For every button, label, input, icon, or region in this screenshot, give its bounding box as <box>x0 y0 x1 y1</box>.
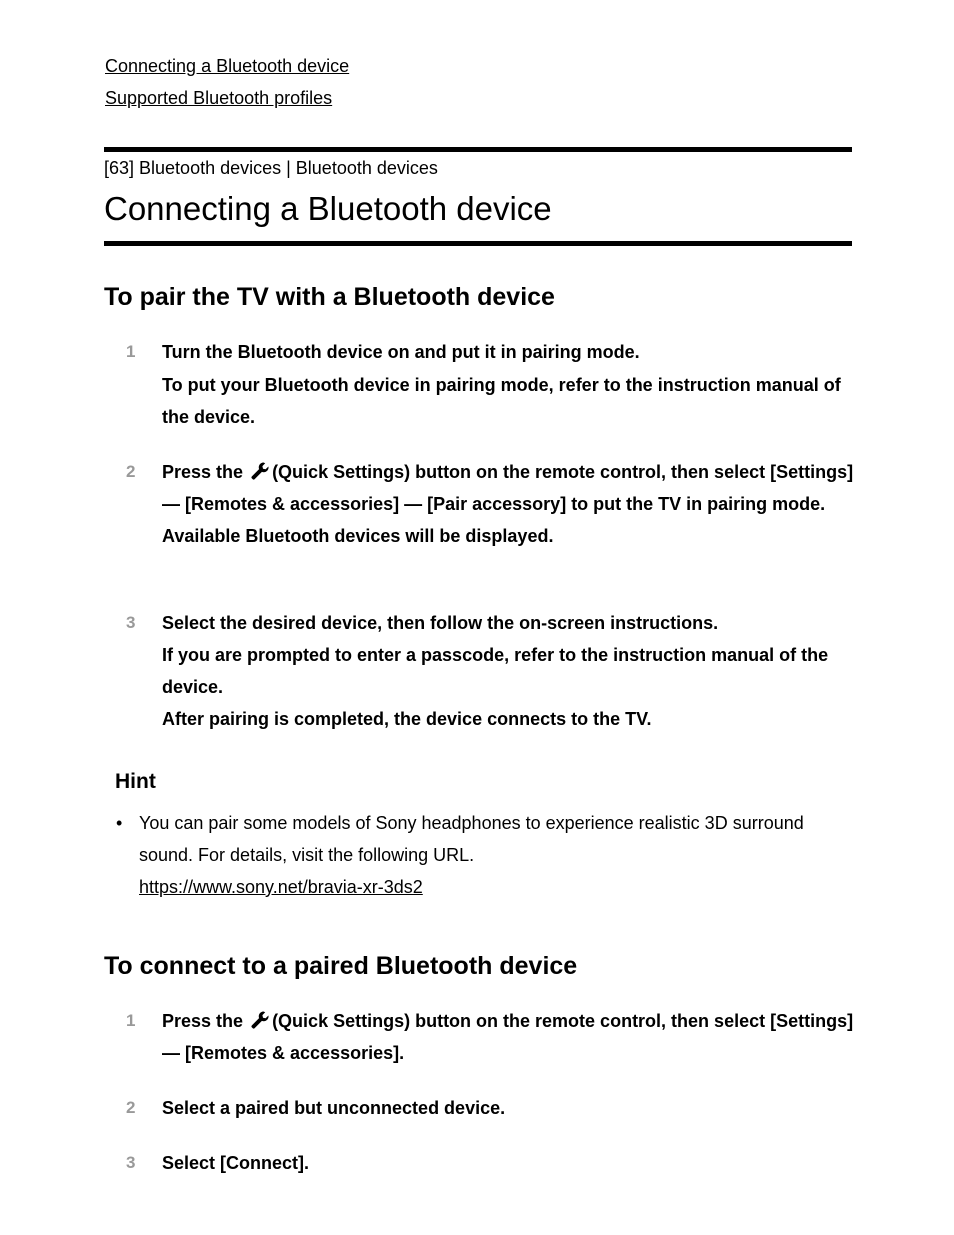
hint-text: You can pair some models of Sony headphones to experience realistic 3D surround sound. For details, visit the following URL. <box>139 813 804 865</box>
step-number: 1 <box>126 342 136 361</box>
step-instruction: Select a paired but unconnected device. <box>162 1098 506 1118</box>
link-supported-profiles[interactable]: Supported Bluetooth profiles <box>105 88 333 108</box>
section-heading-connect: To connect to a paired Bluetooth device <box>104 952 578 980</box>
step-instruction: Press the (Quick Settings) button on the remote control, then select [Settings] — [Remotes & accessories] — [Pair accessory] to put the TV in pairing mode. <box>162 462 854 514</box>
wrench-icon <box>250 461 270 481</box>
step-number: 2 <box>126 1098 136 1117</box>
hint-heading: Hint <box>115 770 156 793</box>
step-instruction: Press the (Quick Settings) button on the remote control, then select [Settings] — [Remotes & accessories]. <box>162 1011 854 1063</box>
step-number: 3 <box>126 1153 136 1172</box>
step-number: 2 <box>126 462 136 481</box>
step-instruction: Select the desired device, then follow the on-screen instructions. <box>162 613 719 633</box>
link-connecting-bluetooth[interactable]: Connecting a Bluetooth device <box>105 56 350 76</box>
hint-item <box>139 807 849 903</box>
title-divider <box>104 241 852 246</box>
step-detail: If you are prompted to enter a passcode, refer to the instruction manual of the device. <box>162 645 829 697</box>
step-instruction: Turn the Bluetooth device on and put it in pairing mode. <box>162 342 640 362</box>
step-result: Available Bluetooth devices will be displayed. <box>162 526 554 546</box>
top-divider <box>104 147 852 152</box>
hint-url-link[interactable]: https://www.sony.net/bravia-xr-3ds2 <box>139 877 423 897</box>
step-number: 1 <box>126 1011 136 1030</box>
related-links <box>105 50 349 114</box>
step-result: After pairing is completed, the device connects to the TV. <box>162 709 652 729</box>
wrench-icon <box>250 1010 270 1030</box>
breadcrumb: [63] Bluetooth devices | Bluetooth devices <box>104 158 438 178</box>
step-instruction: Select [Connect]. <box>162 1153 310 1173</box>
bullet-icon: • <box>116 813 123 833</box>
page-title: Connecting a Bluetooth device <box>104 190 552 227</box>
section-heading-pair: To pair the TV with a Bluetooth device <box>104 283 555 311</box>
step-detail: To put your Bluetooth device in pairing mode, refer to the instruction manual of the device. <box>162 375 841 427</box>
step-number: 3 <box>126 613 136 632</box>
